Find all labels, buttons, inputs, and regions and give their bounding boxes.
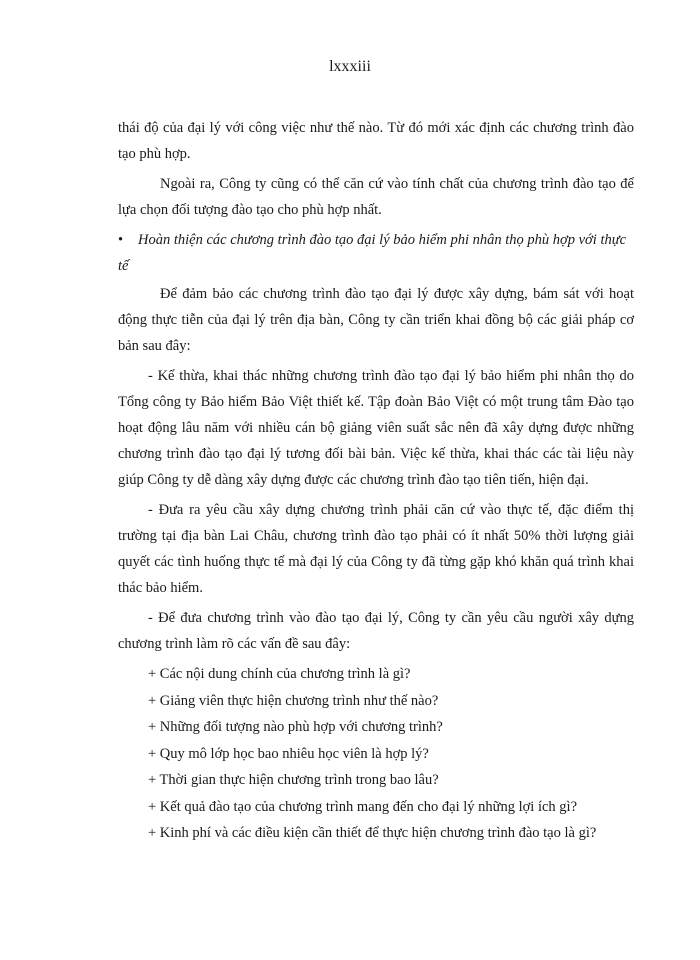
paragraph-inherit-programs: - Kế thừa, khai thác những chương trình đào tạo đại lý bảo hiểm phi nhân thọ do Tổng công ty Bảo hiểm Bảo Việt thiết kế. Tập đoàn Bảo Việt có một trung tâm Đào tạo hoạt động lâu năm với nhiều cán bộ giảng viên suất sắc nên đã xây dựng được những chương trình đào tạo đại lý tương đối bài bản. Việc kế thừa, khai thác các tài liệu này giúp Công ty dễ dàng xây dựng được các chương trình đào tạo tiên tiến, hiện đại. <box>118 368 634 488</box>
paragraph-intro-solutions: Để đảm bảo các chương trình đào tạo đại lý được xây dựng, bám sát với hoạt động thực tiễn của đại lý trên địa bàn, Công ty cần triển khai đồng bộ các giải pháp cơ bản sau đây: <box>118 286 634 354</box>
document-body <box>118 115 634 847</box>
list-item: + Giảng viên thực hiện chương trình như thế nào? <box>148 692 439 709</box>
bullet-icon: • <box>118 232 124 248</box>
paragraph-clarify-issues: - Để đưa chương trình vào đào tạo đại lý, Công ty cần yêu cầu người xây dựng chương trình làm rõ các vấn đề sau đây: <box>118 610 634 652</box>
page-number: lxxxiii <box>329 58 371 75</box>
list-item: + Kết quả đào tạo của chương trình mang đến cho đại lý những lợi ích gì? <box>148 798 578 815</box>
list-item: + Các nội dung chính của chương trình là gì? <box>148 666 411 682</box>
section-heading <box>118 227 634 279</box>
list-item: + Những đối tượng nào phù hợp với chương trình? <box>148 719 443 735</box>
paragraph-practical-requirements: - Đưa ra yêu cầu xây dựng chương trình phải căn cứ vào thực tế, đặc điểm thị trường tại địa bàn Lai Châu, chương trình đào tạo phải có ít nhất 50% thời lượng giải quyết các tình huống thực tế mà đại lý của Công ty đã từng gặp khó khăn quá trình khai thác bảo hiểm. <box>118 502 634 596</box>
list-item: + Thời gian thực hiện chương trình trong bao lâu? <box>148 772 439 788</box>
paragraph-target-selection: Ngoài ra, Công ty cũng có thể căn cứ vào tính chất của chương trình đào tạo để lựa chọn đối tượng đào tạo cho phù hợp nhất. <box>118 176 634 218</box>
list-item: + Kinh phí và các điều kiện cần thiết để thực hiện chương trình đào tạo là gì? <box>148 825 597 841</box>
section-heading-text: Hoàn thiện các chương trình đào tạo đại lý bảo hiểm phi nhân thọ phù hợp với thực tế <box>118 232 627 274</box>
list-item: + Quy mô lớp học bao nhiêu học viên là hợp lý? <box>148 745 429 762</box>
paragraph-continuation: thái độ của đại lý với công việc như thế nào. Từ đó mới xác định các chương trình đào tạo phù hợp. <box>118 120 634 162</box>
question-list <box>118 661 634 847</box>
